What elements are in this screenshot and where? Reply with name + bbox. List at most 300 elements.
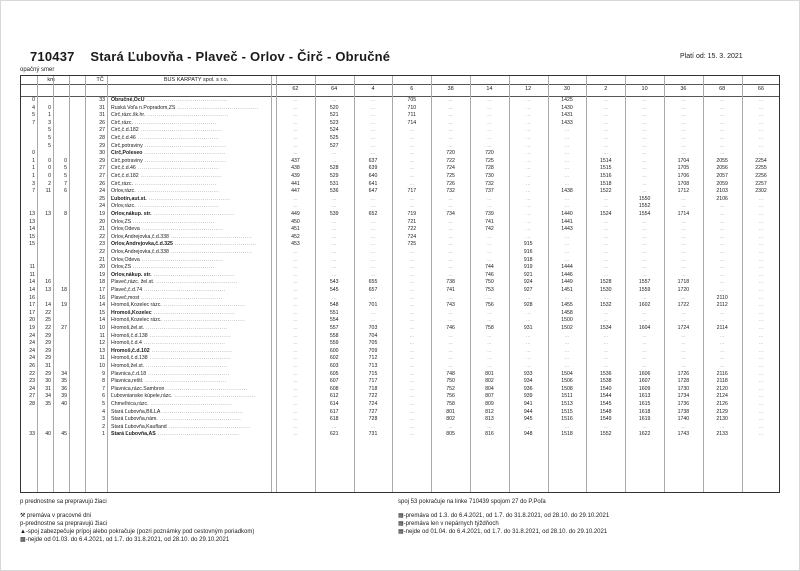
departure-time: 600 — [329, 347, 339, 354]
tc-cell: 5 — [102, 401, 105, 407]
departure-time: 453 — [291, 241, 300, 248]
departure-time: 927 — [523, 287, 533, 293]
departure-time: ... — [758, 218, 764, 225]
departure-time: 724 — [368, 401, 378, 407]
departure-time: ... — [487, 347, 492, 354]
departure-time: ... — [642, 340, 647, 347]
departure-time: 657 — [368, 287, 378, 293]
departure-time: ... — [720, 271, 725, 278]
departure-time: ... — [681, 317, 686, 324]
departure-time: 816 — [485, 431, 494, 438]
departure-time: 1615 — [638, 401, 651, 407]
station-name: Čirč,potraviny .......................................... — [111, 157, 227, 164]
departure-time: 944 — [523, 408, 533, 415]
valid-from: Platí od: 15. 3. 2021 — [680, 53, 743, 60]
departure-time: ... — [409, 294, 414, 301]
departure-time: ... — [448, 233, 453, 240]
km-cell: 29 — [45, 355, 51, 362]
departure-time: 1720 — [677, 287, 690, 293]
tc-cell: 15 — [99, 309, 105, 316]
departure-time: ... — [603, 112, 608, 119]
timetable-title — [30, 49, 390, 64]
departure-time: ... — [487, 249, 492, 255]
timetable-table — [20, 75, 780, 493]
departure-time: ... — [293, 150, 298, 157]
departure-time: ... — [603, 150, 608, 157]
departure-time: ... — [332, 423, 337, 430]
departure-time: ... — [720, 233, 725, 240]
departure-time: 1524 — [600, 211, 612, 217]
departure-time: 748 — [446, 370, 455, 377]
km-cell: 11 — [29, 271, 35, 278]
tc-cell: 12 — [99, 340, 105, 347]
departure-time: ... — [603, 317, 608, 324]
departure-time: 743 — [446, 302, 455, 309]
departure-time: ... — [526, 135, 531, 141]
departure-time: 703 — [368, 325, 378, 331]
tc-cell: 4 — [102, 408, 105, 415]
departure-time: 727 — [368, 408, 378, 415]
departure-time: ... — [448, 363, 453, 369]
departure-time: ... — [487, 104, 492, 111]
departure-time: ... — [487, 340, 492, 347]
km-cell: 27 — [61, 325, 67, 331]
departure-time: 750 — [485, 279, 494, 286]
table-row — [21, 302, 779, 310]
departure-time: ... — [564, 340, 570, 347]
km-cell: 4 — [32, 104, 35, 111]
departure-time: ... — [758, 271, 764, 278]
station-name: Stará Ľubovňa,AS .......................................... — [111, 431, 240, 438]
departure-time: 719 — [407, 211, 417, 217]
tc-cell: 29 — [99, 142, 105, 149]
tc-cell: 14 — [99, 302, 105, 309]
departure-time: ... — [448, 309, 453, 316]
departure-time: 1504 — [561, 370, 573, 377]
departure-time: 1438 — [561, 188, 573, 195]
station-name: Orlov,Odeva .......................................... — [111, 256, 224, 263]
departure-time: ... — [409, 256, 414, 263]
km-cell: 24 — [29, 332, 35, 339]
departure-time: ... — [332, 264, 337, 271]
departure-time: ... — [758, 408, 764, 415]
departure-time: ... — [720, 317, 725, 324]
km-cell: 40 — [61, 401, 67, 407]
departure-time: 1554 — [638, 211, 651, 217]
departure-time: ... — [526, 150, 531, 157]
departure-time: ... — [681, 241, 686, 248]
departure-time: ... — [758, 112, 764, 119]
departure-time: ... — [293, 294, 298, 301]
departure-time: ... — [448, 127, 453, 134]
footnote: p-prednostne sa prepravujú žiaci — [20, 521, 108, 527]
departure-time: ... — [370, 119, 376, 126]
departure-time: ... — [642, 264, 647, 271]
departure-time: ... — [642, 173, 647, 179]
departure-time: ... — [448, 119, 453, 126]
departure-time: ... — [564, 195, 570, 202]
departure-time: ... — [720, 309, 725, 316]
departure-time: ... — [758, 378, 764, 385]
departure-time: 2057 — [716, 173, 728, 179]
departure-time: ... — [603, 119, 608, 126]
departure-time: 528 — [329, 165, 339, 172]
tc-cell: 9 — [102, 370, 105, 377]
km-cell: 18 — [61, 287, 67, 293]
footnote: ▲-spoj zabezpečuje prípoj alebo pokračuje (pozri poznámky pod cestovným poriadkom) — [20, 529, 255, 535]
departure-time: ... — [409, 150, 414, 157]
departure-time: ... — [370, 294, 376, 301]
departure-time: ... — [332, 256, 337, 263]
departure-time: ... — [409, 135, 414, 141]
departure-time: ... — [758, 279, 764, 286]
departure-time: 744 — [485, 264, 494, 271]
departure-time: ... — [487, 317, 492, 324]
tc-cell: 20 — [99, 218, 105, 225]
departure-time: ... — [526, 332, 531, 339]
departure-time: ... — [642, 119, 647, 126]
departure-time: ... — [564, 363, 570, 369]
km-cell: 16 — [45, 279, 51, 286]
departure-time: ... — [448, 142, 453, 149]
departure-time: ... — [370, 264, 376, 271]
departure-time: 945 — [523, 416, 533, 423]
departure-time: ... — [526, 195, 531, 202]
km-cell: 35 — [45, 401, 51, 407]
departure-time: ... — [526, 157, 531, 164]
table-row — [21, 333, 779, 341]
km-cell: 0 — [48, 173, 51, 179]
tc-cell: 10 — [99, 363, 105, 369]
departure-time: ... — [758, 385, 764, 392]
departure-time: ... — [681, 233, 686, 240]
departure-time: ... — [758, 97, 764, 103]
departure-time: ... — [293, 104, 298, 111]
departure-time: ... — [758, 401, 764, 407]
departure-time: 2257 — [755, 180, 767, 187]
departure-time: 1550 — [638, 195, 651, 202]
departure-time: 721 — [407, 218, 417, 225]
departure-time: ... — [758, 249, 764, 255]
km-cell: 17 — [29, 309, 35, 316]
departure-time: ... — [370, 142, 376, 149]
tc-cell: 27 — [99, 173, 105, 179]
departure-time: ... — [370, 271, 376, 278]
departure-time: ... — [526, 142, 531, 149]
table-row — [21, 196, 779, 204]
departure-time: 612 — [329, 393, 339, 400]
departure-time: 802 — [485, 378, 494, 385]
departure-time: ... — [564, 203, 570, 210]
departure-time: 543 — [329, 279, 339, 286]
departure-time: 804 — [485, 385, 494, 392]
trip-number: 12 — [525, 86, 532, 92]
table-row — [21, 120, 779, 128]
km-cell: 19 — [29, 325, 35, 331]
departure-time: 734 — [446, 211, 455, 217]
departure-time: ... — [564, 423, 570, 430]
departure-time: 1518 — [600, 180, 612, 187]
departure-time: 2130 — [716, 416, 728, 423]
departure-time: ... — [409, 173, 414, 179]
departure-time: ... — [293, 249, 298, 255]
tc-cell: 23 — [99, 241, 105, 248]
departure-time: 756 — [446, 393, 455, 400]
tc-cell: 13 — [99, 347, 105, 354]
departure-time: ... — [758, 294, 764, 301]
departure-time: ... — [370, 226, 376, 233]
departure-time: ... — [332, 97, 337, 103]
departure-time: 529 — [329, 173, 339, 179]
departure-time: 746 — [446, 325, 455, 331]
departure-time: ... — [720, 347, 725, 354]
departure-time: ... — [720, 241, 725, 248]
tc-cell: 29 — [99, 157, 105, 164]
departure-time: ... — [526, 203, 531, 210]
tc-cell: 26 — [99, 180, 105, 187]
departure-time: 1602 — [638, 302, 651, 309]
departure-time: ... — [409, 408, 414, 415]
departure-time: ... — [487, 332, 492, 339]
table-row — [21, 105, 779, 113]
departure-time: ... — [526, 180, 531, 187]
km-cell: 13 — [45, 211, 51, 217]
departure-time: 639 — [368, 165, 378, 172]
departure-time: 750 — [446, 378, 455, 385]
departure-time: ... — [642, 104, 647, 111]
departure-time: ... — [293, 256, 298, 263]
table-row — [21, 431, 779, 439]
departure-time: ... — [564, 157, 570, 164]
departure-time: ... — [603, 355, 608, 362]
departure-time: 1502 — [561, 325, 573, 331]
departure-time: ... — [720, 340, 725, 347]
departure-time: ... — [603, 332, 608, 339]
departure-time: ... — [370, 241, 376, 248]
departure-time: ... — [720, 218, 725, 225]
departure-time: 933 — [523, 370, 533, 377]
departure-time: ... — [720, 104, 725, 111]
departure-time: ... — [293, 271, 298, 278]
station-name: Hromoš,žel.st. .......................................... — [111, 363, 228, 369]
station-name: Orlov,Andrejovka,č.d.338 .......................................... — [111, 233, 253, 240]
table-row — [21, 226, 779, 234]
km-cell: 2 — [48, 180, 51, 187]
departure-time: ... — [758, 287, 764, 293]
station-name: Hromoš,č.d.4 .......................................... — [111, 340, 226, 347]
departure-time: ... — [448, 264, 453, 271]
departure-time: ... — [370, 150, 376, 157]
departure-time: ... — [448, 256, 453, 263]
km-cell: 5 — [48, 142, 51, 149]
station-name: Plaveč,rázc. žel.st. .......................................... — [111, 279, 238, 286]
departure-time: 710 — [407, 104, 417, 111]
departure-time: ... — [603, 264, 608, 271]
station-name: Čirč,Poleseo .......................................... — [111, 150, 226, 157]
table-row — [21, 310, 779, 318]
table-row — [21, 355, 779, 363]
departure-time: 1738 — [677, 408, 690, 415]
departure-time: ... — [720, 142, 725, 149]
departure-time: 2124 — [716, 393, 728, 400]
departure-time: ... — [487, 241, 492, 248]
km-cell: 45 — [61, 431, 67, 438]
departure-time: 452 — [291, 233, 300, 240]
departure-time: 1514 — [600, 157, 612, 164]
departure-time: 1508 — [561, 385, 573, 392]
departure-time: ... — [487, 119, 492, 126]
departure-time: ... — [526, 97, 531, 103]
departure-time: ... — [642, 97, 647, 103]
departure-time: 813 — [485, 416, 494, 423]
tc-cell: 8 — [102, 378, 105, 385]
table-row — [21, 203, 779, 211]
departure-time: 608 — [329, 385, 339, 392]
tc-cell: 21 — [99, 226, 105, 233]
departure-time: ... — [293, 195, 298, 202]
station-name: Hromoš,č.d.102 .......................................... — [111, 347, 234, 354]
departure-time: ... — [681, 264, 686, 271]
departure-time: ... — [564, 150, 570, 157]
departure-time: ... — [293, 416, 298, 423]
departure-time: ... — [603, 249, 608, 255]
tc-cell: 11 — [99, 355, 105, 362]
departure-time: ... — [332, 271, 337, 278]
km-cell: 24 — [29, 347, 35, 354]
departure-time: ... — [370, 97, 376, 103]
departure-time: 812 — [485, 408, 494, 415]
departure-time: 1728 — [677, 378, 690, 385]
departure-time: 1455 — [561, 302, 573, 309]
table-row — [21, 386, 779, 394]
departure-time: ... — [293, 431, 298, 438]
table-row — [21, 371, 779, 379]
departure-time: ... — [332, 233, 337, 240]
departure-time: ... — [642, 256, 647, 263]
departure-time: 1528 — [600, 279, 612, 286]
departure-time: 758 — [446, 401, 455, 407]
departure-time: 2255 — [755, 165, 767, 172]
tc-cell: 27 — [99, 165, 105, 172]
departure-time: 1730 — [677, 385, 690, 392]
departure-time: ... — [370, 218, 376, 225]
station-name: Plavnica,č.d.18 .......................................... — [111, 370, 230, 377]
tc-cell: 2 — [102, 423, 105, 430]
km-cell: 40 — [45, 431, 51, 438]
km-cell: 29 — [45, 347, 51, 354]
departure-time: 746 — [485, 271, 494, 278]
departure-time: ... — [720, 211, 725, 217]
departure-time: 1740 — [677, 416, 690, 423]
departure-time: ... — [564, 233, 570, 240]
departure-time: ... — [409, 370, 414, 377]
km-cell: 34 — [45, 393, 51, 400]
departure-time: ... — [409, 347, 414, 354]
table-row — [21, 264, 779, 272]
departure-time: 1433 — [561, 119, 573, 126]
table-row — [21, 97, 779, 105]
departure-time: 2110 — [716, 294, 728, 301]
departure-time: 2254 — [755, 157, 767, 164]
station-name: Čirč,rázc.šk.hr. .......................................... — [111, 112, 229, 119]
km-cell: 25 — [45, 317, 51, 324]
km-cell: 13 — [45, 287, 51, 293]
departure-time: ... — [642, 347, 647, 354]
departure-time: 2059 — [716, 180, 728, 187]
departure-time: ... — [409, 279, 414, 286]
station-name: Orlov,rázc. .......................................... — [111, 203, 220, 210]
line-number: 710437 — [30, 49, 75, 64]
departure-time: 756 — [485, 302, 494, 309]
departure-time: 1724 — [677, 325, 690, 331]
departure-time: ... — [448, 332, 453, 339]
departure-time: 554 — [329, 317, 339, 324]
tc-cell: 24 — [99, 203, 105, 210]
departure-time: 722 — [407, 226, 417, 233]
departure-time: 805 — [446, 431, 455, 438]
station-name: Orlov,Andrejovka,č.d.325 .......................................... — [111, 241, 257, 248]
km-cell: 31 — [45, 385, 51, 392]
departure-time: 1607 — [638, 378, 651, 385]
departure-time: 801 — [485, 370, 494, 377]
departure-time: ... — [332, 226, 337, 233]
departure-time: 705 — [407, 97, 417, 103]
station-name: Čirč,potraviny .......................................... — [111, 142, 227, 149]
station-name: Čirč,č.d.182 .......................................... — [111, 127, 223, 134]
departure-time: ... — [681, 218, 686, 225]
departure-time: 738 — [446, 279, 455, 286]
departure-time: 1552 — [638, 203, 651, 210]
departure-time: 1609 — [638, 385, 651, 392]
km-cell: 1 — [48, 112, 51, 119]
departure-time: 715 — [368, 370, 378, 377]
departure-time: ... — [293, 112, 298, 119]
departure-time: ... — [642, 150, 647, 157]
departure-time: ... — [487, 363, 492, 369]
trip-number: 14 — [486, 86, 493, 92]
station-name: Hromoš,Kozelec .......................................... — [111, 309, 236, 316]
departure-time: ... — [681, 97, 686, 103]
departure-time: 1516 — [600, 173, 612, 179]
departure-time: ... — [681, 150, 686, 157]
departure-time: ... — [603, 127, 608, 134]
departure-time: 1613 — [638, 393, 651, 400]
departure-time: ... — [758, 150, 764, 157]
departure-time: 621 — [329, 431, 339, 438]
departure-time: ... — [448, 340, 453, 347]
departure-time: 1743 — [677, 431, 690, 438]
km-cell: 31 — [45, 363, 51, 369]
km-cell: 19 — [61, 302, 67, 309]
departure-time: 722 — [368, 393, 378, 400]
departure-time: ... — [681, 119, 686, 126]
departure-time: ... — [758, 302, 764, 309]
departure-time: ... — [370, 203, 376, 210]
departure-time: ... — [487, 309, 492, 316]
departure-time: ... — [293, 423, 298, 430]
station-name: Stará Ľubovňa,nám. .......................................... — [111, 416, 242, 423]
trip-number: 38 — [447, 86, 454, 92]
km-cell: 5 — [64, 173, 67, 179]
km-cell: 5 — [64, 165, 67, 172]
departure-time: 551 — [329, 309, 339, 316]
departure-time: ... — [681, 249, 686, 255]
departure-time: ... — [564, 241, 570, 248]
departure-time: 2126 — [716, 401, 728, 407]
departure-time: ... — [603, 104, 608, 111]
notes-left — [20, 498, 254, 544]
notes-right — [398, 498, 609, 536]
